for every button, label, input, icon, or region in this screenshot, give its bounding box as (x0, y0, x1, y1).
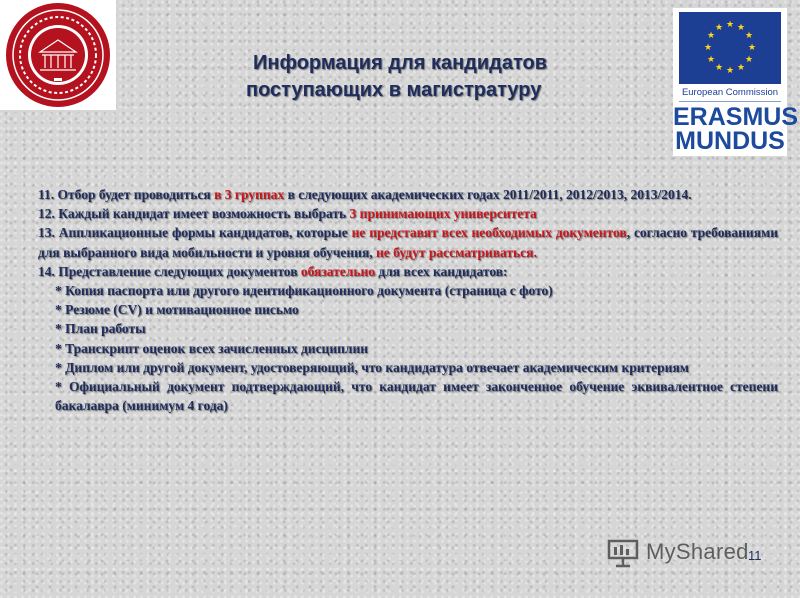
point-11-highlight: в 3 группах (214, 187, 285, 202)
point-11 (38, 185, 778, 204)
point-13-highlight: не представят всех необходимых документов (351, 225, 627, 241)
svg-text:★: ★ (744, 31, 754, 41)
point-12 (38, 204, 778, 223)
list-item: * План работы (55, 321, 146, 337)
page-number: 11 (748, 548, 762, 563)
svg-text:★: ★ (706, 31, 716, 41)
seal-icon (0, 0, 116, 110)
svg-text:★: ★ (736, 23, 746, 33)
point-11-text: 11. Отбор будет проводиться (38, 187, 215, 202)
point-14-text-end: для всех кандидатов: (375, 263, 508, 279)
point-11-text-end: в следующих академических годах 2011/2011, 2012/2013, 2013/2014. (284, 187, 692, 202)
svg-text:★: ★ (725, 20, 735, 30)
list-item: * Диплом или другой документ, удостоверяющий, что кандидатура отвечает академическим критериям (55, 359, 689, 375)
svg-text:★: ★ (714, 63, 724, 73)
svg-text:★: ★ (744, 55, 754, 65)
european-commission-label: European Commission (681, 87, 779, 98)
point-14 (38, 262, 778, 281)
title-line-1: Информация для кандидатов (253, 52, 548, 74)
eu-flag-icon (679, 12, 781, 84)
list-item: * Резюме (CV) и мотивационное письмо (55, 302, 299, 318)
point-12-highlight: 3 принимающих университета (349, 206, 537, 222)
point-14-highlight: обязательно (300, 263, 376, 279)
list-item: * Официальный документ подтверждающий, что кандидат имеет законченное обучение эквивалентное степени бакалавра (минимум 4 года) (55, 379, 778, 414)
myshared-watermark (606, 536, 766, 572)
point-14-text: 14. Представление следующих документов (38, 263, 301, 279)
list-item: * Копия паспорта или другого идентификационного документа (страница с фото) (55, 283, 553, 299)
point-13-text: 13. Аппликационные формы кандидатов, которые (38, 225, 352, 241)
svg-text:★: ★ (736, 63, 746, 73)
list-item: * Транскрипт оценок всех зачисленных дисциплин (55, 340, 369, 356)
point-13-highlight-end: не будут рассматриваться. (376, 244, 537, 260)
svg-text:★: ★ (714, 23, 724, 33)
erasmus-mundus-logo (673, 8, 799, 156)
mundus-word: MUNDUS (675, 127, 785, 155)
point-13-text-mid: , согласно требованиями для выбранного вида мобильности и уровня обучения, (38, 225, 778, 260)
title-line-2: поступающих в магистратуру (246, 79, 542, 101)
slide-body (38, 185, 778, 415)
svg-text:★: ★ (706, 55, 716, 65)
slide-title (180, 50, 640, 104)
presentation-board-icon (606, 538, 640, 568)
svg-text:★: ★ (703, 43, 713, 53)
logo-divider (679, 101, 781, 102)
svg-text:★: ★ (747, 43, 757, 53)
erasmus-word: ERASMUS (673, 103, 799, 131)
point-13 (38, 223, 778, 261)
university-seal-logo (0, 0, 116, 110)
watermark-text: MyShared (646, 539, 749, 564)
svg-text:★: ★ (725, 66, 735, 76)
point-12-text: 12. Каждый кандидат имеет возможность выбрать (38, 206, 350, 222)
